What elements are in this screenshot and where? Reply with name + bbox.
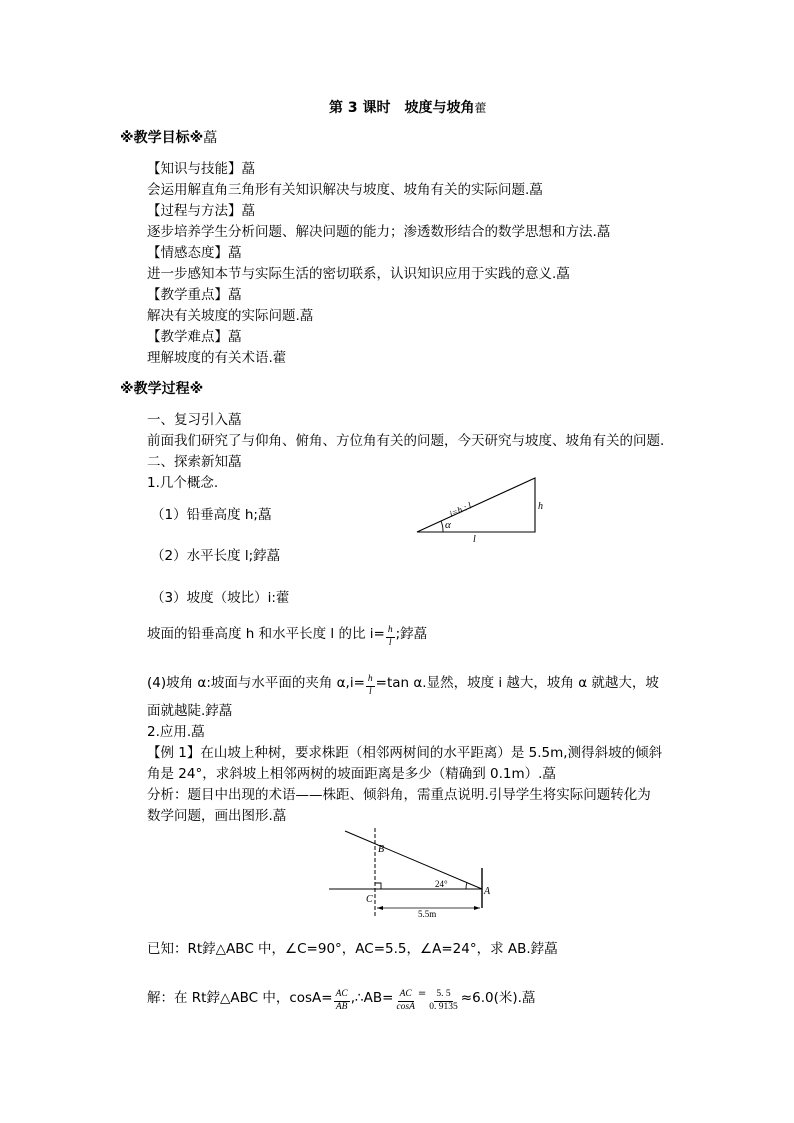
objective-label-process: 【过程与方法】藠 bbox=[147, 203, 255, 219]
length-label: l bbox=[473, 534, 476, 545]
solution: 解：在 Rt鋍△ABC 中，cosA= $\frac{AC}{AB}$ ,∴AB= $\frac{AC}{\cos A}$ = $\frac{5. 5}{0. 9135}$ ≈6.0(米).藠 bbox=[147, 988, 536, 1012]
slope-ratio-label: i=h : l bbox=[447, 500, 473, 519]
slope-triangle-figure bbox=[405, 470, 555, 545]
label-b: B bbox=[378, 844, 385, 855]
tree-slope-figure bbox=[325, 826, 500, 920]
fraction-h-over-l: $\frac{h}{l}$ bbox=[387, 625, 393, 648]
objective-label-attitude: 【情感态度】藠 bbox=[147, 245, 242, 261]
slope-angle-definition-cont: 面就越陡.鋍藠 bbox=[147, 703, 233, 719]
right-angle-mark bbox=[375, 883, 381, 889]
review-text: 前面我们研究了与仰角、俯角、方位角有关的问题，今天研究与坡度、坡角有关的问题. bbox=[147, 433, 665, 449]
angle-arc bbox=[441, 521, 443, 532]
fraction-h-over-l-2: $\frac{h}{l}$ bbox=[367, 674, 373, 697]
objective-text-process: 逐步培养学生分析问题、解决问题的能力；渗透数形结合的数学思想和方法.藠 bbox=[147, 224, 611, 240]
arrow-right bbox=[474, 906, 480, 910]
concepts-title: 1.几个概念. bbox=[147, 475, 219, 491]
known-conditions: 已知：Rt鋍△ABC 中，∠C=90°，AC=5.5，∠A=24°，求 AB.鋍藠 bbox=[147, 941, 558, 957]
label-c: C bbox=[366, 894, 373, 905]
slope-definition: 坡面的铅垂高度 h 和水平长度 l 的比 i= $\frac{h}{l}$ ;鋍藠 bbox=[147, 625, 428, 648]
objective-text-keypoint: 解决有关坡度的实际问题.藠 bbox=[147, 308, 314, 324]
objective-text-knowledge: 会运用解直角三角形有关知识解决与坡度、坡角有关的实际问题.藠 bbox=[147, 182, 543, 198]
example-line-2: 角是 24°，求斜坡上相邻两树的坡面距离是多少（精确到 0.1m）.藠 bbox=[147, 766, 556, 782]
slope-triangle bbox=[417, 478, 535, 532]
objective-text-difficulty: 理解坡度的有关术语.藿 bbox=[147, 350, 287, 366]
concept-vertical-height: （1）铅垂高度 h;藠 bbox=[151, 507, 272, 523]
concept-slope-ratio: （3）坡度（坡比）i:藿 bbox=[151, 590, 290, 606]
fraction-ab-1: $\frac{AC}{\cos A}$ bbox=[396, 989, 415, 1012]
objective-text-attitude: 进一步感知本节与实际生活的密切联系，认识知识应用于实践的意义.藠 bbox=[147, 266, 570, 282]
fraction-cos-a: $\frac{AC}{AB}$ bbox=[335, 989, 348, 1012]
application-title: 2.应用.藠 bbox=[147, 724, 205, 740]
review-title: 一、复习引入藠 bbox=[147, 412, 242, 428]
slope-line bbox=[345, 831, 482, 889]
height-label: h bbox=[538, 501, 543, 512]
label-angle: 24° bbox=[435, 879, 448, 889]
objective-label-keypoint: 【教学重点】藠 bbox=[147, 287, 242, 303]
objective-label-knowledge: 【知识与技能】藠 bbox=[147, 161, 255, 177]
label-a: A bbox=[484, 886, 491, 897]
arrow-left bbox=[377, 906, 383, 910]
objectives-heading: ※教学目标※藠 bbox=[120, 130, 218, 146]
process-heading: ※教学过程※ bbox=[120, 381, 204, 397]
angle-arc-24 bbox=[466, 883, 467, 889]
objective-label-difficulty: 【教学难点】藠 bbox=[147, 329, 242, 345]
page-title: 第 3 课时 坡度与坡角藿 bbox=[329, 100, 487, 116]
analysis-line-2: 数学问题，画出图形.藠 bbox=[147, 808, 287, 824]
example-line-1: 【例 1】在山坡上种树，要求株距（相邻两树间的水平距离）是 5.5m,测得斜坡的倾斜 bbox=[147, 745, 663, 761]
concept-horizontal-length: （2）水平长度 l;鋍藠 bbox=[151, 548, 281, 564]
fraction-ab-2: $\frac{5. 5}{0. 9135}$ bbox=[429, 989, 458, 1012]
explore-title: 二、探索新知藠 bbox=[147, 454, 242, 470]
slope-angle-definition: (4)坡角 α:坡面与水平面的夹角 α,i= $\frac{h}{l}$ =tan α.显然，坡度 i 越大，坡角 α 就越大，坡 bbox=[147, 674, 659, 697]
label-distance: 5.5m bbox=[418, 909, 437, 919]
analysis-line-1: 分析：题目中出现的术语——株距、倾斜角，需重点说明.引导学生将实际问题转化为 bbox=[147, 787, 651, 803]
alpha-label: α bbox=[445, 519, 451, 531]
